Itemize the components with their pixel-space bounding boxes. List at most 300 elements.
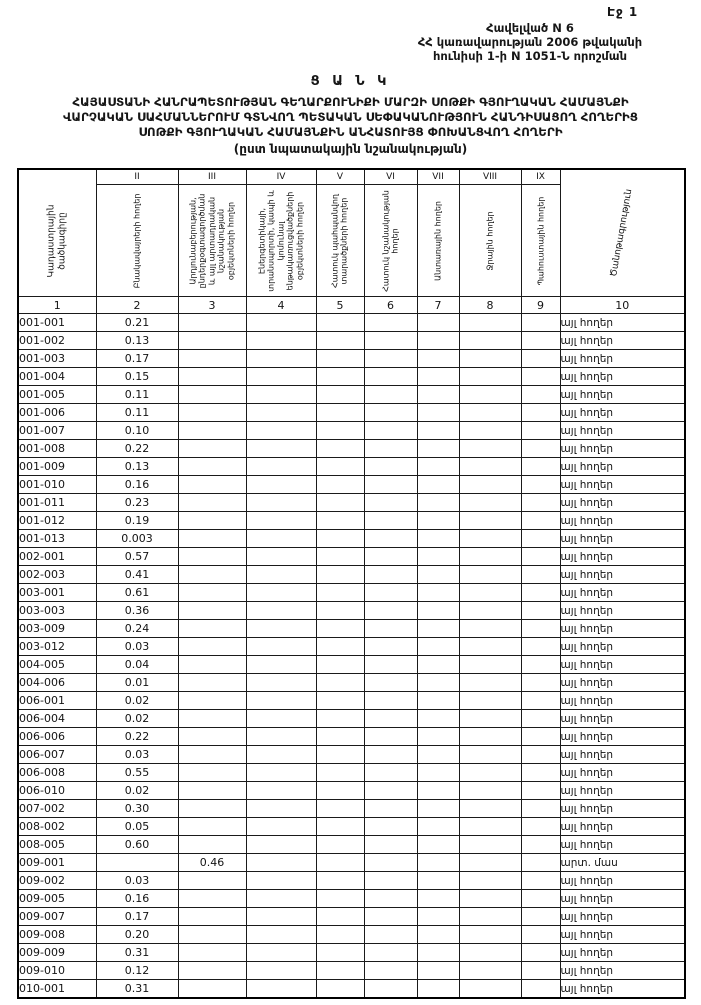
value-cell (246, 530, 316, 548)
code-cell: 009-009 (18, 944, 96, 962)
value-cell (521, 620, 560, 638)
value-cell (316, 314, 364, 332)
value-cell (364, 638, 417, 656)
value-cell (316, 854, 364, 872)
header-category-col6 (364, 185, 417, 297)
table-row (18, 782, 685, 800)
table-row (18, 332, 685, 350)
value-cell (178, 674, 246, 692)
value-cell (178, 800, 246, 818)
table-row (18, 620, 685, 638)
value-cell (316, 494, 364, 512)
value-cell: 0.31 (96, 944, 178, 962)
value-cell (521, 656, 560, 674)
value-cell (364, 656, 417, 674)
value-cell (364, 962, 417, 980)
value-cell: 0.04 (96, 656, 178, 674)
value-cell (246, 512, 316, 530)
value-cell (417, 368, 459, 386)
value-cell (178, 530, 246, 548)
value-cell (417, 962, 459, 980)
value-cell (246, 314, 316, 332)
note-cell: այլ հողեր (560, 764, 685, 782)
value-cell (178, 386, 246, 404)
code-cell: 008-005 (18, 836, 96, 854)
value-cell (316, 512, 364, 530)
value-cell (364, 620, 417, 638)
header-category-label: Պահուստային հողեր (535, 196, 545, 285)
value-cell (246, 710, 316, 728)
value-cell (459, 890, 521, 908)
value-cell (246, 332, 316, 350)
value-cell: 0.17 (96, 908, 178, 926)
header-numeral-VI: VI (364, 169, 417, 185)
value-cell (521, 746, 560, 764)
value-cell (417, 818, 459, 836)
value-cell (364, 476, 417, 494)
note-cell: արտ. մաս (560, 854, 685, 872)
table-row (18, 908, 685, 926)
table-row (18, 656, 685, 674)
code-cell: 006-004 (18, 710, 96, 728)
value-cell (178, 404, 246, 422)
value-cell (521, 458, 560, 476)
code-cell: 009-001 (18, 854, 96, 872)
value-cell (521, 962, 560, 980)
value-cell (417, 584, 459, 602)
header-category-col4 (246, 185, 316, 297)
title-subtitle: (ըստ նպատակային նշանակության) (233, 142, 468, 156)
table-row (18, 494, 685, 512)
code-cell: 009-005 (18, 890, 96, 908)
value-cell (246, 872, 316, 890)
value-cell (417, 530, 459, 548)
value-cell (178, 620, 246, 638)
value-cell (246, 674, 316, 692)
value-cell (521, 530, 560, 548)
column-number-9: 9 (521, 297, 560, 314)
header-category-col5 (316, 185, 364, 297)
value-cell (364, 836, 417, 854)
value-cell (417, 728, 459, 746)
note-cell: այլ հողեր (560, 566, 685, 584)
value-cell (364, 404, 417, 422)
header-row-numbers (18, 297, 685, 314)
value-cell (459, 368, 521, 386)
value-cell (417, 674, 459, 692)
table-row (18, 440, 685, 458)
table-row (18, 890, 685, 908)
value-cell (178, 332, 246, 350)
column-number-4: 4 (246, 297, 316, 314)
value-cell (316, 764, 364, 782)
value-cell (316, 638, 364, 656)
value-cell (417, 440, 459, 458)
value-cell (246, 584, 316, 602)
value-cell: 0.16 (96, 890, 178, 908)
header-numeral-VIII: VIII (459, 169, 521, 185)
value-cell (246, 944, 316, 962)
table-row (18, 710, 685, 728)
value-cell: 0.16 (96, 476, 178, 494)
value-cell (316, 476, 364, 494)
value-cell (417, 548, 459, 566)
appendix-block (370, 21, 690, 63)
table-row (18, 350, 685, 368)
value-cell (178, 962, 246, 980)
value-cell (316, 458, 364, 476)
note-cell: այլ հողեր (560, 602, 685, 620)
note-cell: այլ հողեր (560, 512, 685, 530)
value-cell: 0.21 (96, 314, 178, 332)
table-row (18, 674, 685, 692)
value-cell (178, 746, 246, 764)
header-numeral-II: II (96, 169, 178, 185)
code-cell: 001-001 (18, 314, 96, 332)
value-cell: 0.19 (96, 512, 178, 530)
value-cell (178, 638, 246, 656)
value-cell (316, 674, 364, 692)
value-cell (364, 440, 417, 458)
note-cell: այլ հողեր (560, 674, 685, 692)
value-cell: 0.13 (96, 458, 178, 476)
value-cell (246, 890, 316, 908)
value-cell (459, 386, 521, 404)
value-cell (316, 890, 364, 908)
note-cell: այլ հողեր (560, 548, 685, 566)
header-category-col3 (178, 185, 246, 297)
note-cell: այլ հողեր (560, 422, 685, 440)
code-cell: 006-001 (18, 692, 96, 710)
code-cell: 004-005 (18, 656, 96, 674)
code-cell: 002-003 (18, 566, 96, 584)
value-cell (521, 908, 560, 926)
header-numeral-IX: IX (521, 169, 560, 185)
code-cell: 003-003 (18, 602, 96, 620)
note-cell: այլ հողեր (560, 962, 685, 980)
appendix-line: հունիսի 1-ի N 1051-Ն որոշման (433, 49, 627, 63)
value-cell: 0.55 (96, 764, 178, 782)
header-category-label: Հատուկ նշանակության հողեր (381, 189, 400, 292)
table-row (18, 962, 685, 980)
code-cell: 001-006 (18, 404, 96, 422)
value-cell (316, 584, 364, 602)
table-row (18, 764, 685, 782)
value-cell (316, 872, 364, 890)
value-cell: 0.02 (96, 782, 178, 800)
value-cell (521, 332, 560, 350)
value-cell (364, 314, 417, 332)
value-cell (364, 566, 417, 584)
value-cell (521, 818, 560, 836)
value-cell (178, 314, 246, 332)
value-cell (364, 818, 417, 836)
value-cell (459, 836, 521, 854)
value-cell (521, 944, 560, 962)
table-row (18, 692, 685, 710)
value-cell: 0.12 (96, 962, 178, 980)
table-row (18, 584, 685, 602)
title-heading: Ց Ա Ն Կ (310, 74, 391, 89)
value-cell (178, 656, 246, 674)
value-cell (521, 980, 560, 999)
note-cell: այլ հողեր (560, 458, 685, 476)
value-cell (417, 890, 459, 908)
value-cell (459, 638, 521, 656)
value-cell (417, 620, 459, 638)
value-cell (178, 980, 246, 999)
value-cell (178, 890, 246, 908)
value-cell (459, 908, 521, 926)
value-cell (521, 710, 560, 728)
code-cell: 006-006 (18, 728, 96, 746)
note-cell: այլ հողեր (560, 332, 685, 350)
header-category-col8 (459, 185, 521, 297)
table-row (18, 944, 685, 962)
column-number-6: 6 (364, 297, 417, 314)
value-cell (246, 494, 316, 512)
value-cell (417, 746, 459, 764)
value-cell (459, 494, 521, 512)
header-category-col9 (521, 185, 560, 297)
value-cell (316, 350, 364, 368)
table-row (18, 602, 685, 620)
value-cell (178, 368, 246, 386)
value-cell (316, 800, 364, 818)
value-cell: 0.11 (96, 404, 178, 422)
table-head (18, 169, 685, 314)
value-cell (364, 854, 417, 872)
value-cell (364, 944, 417, 962)
column-number-3: 3 (178, 297, 246, 314)
note-cell: այլ հողեր (560, 692, 685, 710)
note-cell: այլ հողեր (560, 620, 685, 638)
table-row (18, 836, 685, 854)
table-row (18, 800, 685, 818)
code-cell: 009-008 (18, 926, 96, 944)
value-cell (246, 620, 316, 638)
value-cell (459, 710, 521, 728)
value-cell (246, 440, 316, 458)
value-cell (316, 692, 364, 710)
code-cell: 001-011 (18, 494, 96, 512)
code-cell: 006-008 (18, 764, 96, 782)
note-cell: այլ հողեր (560, 368, 685, 386)
page-number: Էջ 1 (607, 5, 639, 19)
value-cell (246, 692, 316, 710)
value-cell (417, 692, 459, 710)
value-cell (316, 710, 364, 728)
value-cell (459, 818, 521, 836)
value-cell: 0.36 (96, 602, 178, 620)
value-cell (417, 764, 459, 782)
value-cell (178, 728, 246, 746)
value-cell (417, 926, 459, 944)
value-cell (521, 926, 560, 944)
note-cell: այլ հողեր (560, 836, 685, 854)
header-category-col2 (96, 185, 178, 297)
value-cell: 0.03 (96, 746, 178, 764)
value-cell (459, 476, 521, 494)
value-cell: 0.05 (96, 818, 178, 836)
value-cell (316, 980, 364, 999)
value-cell (246, 476, 316, 494)
value-cell (521, 494, 560, 512)
code-cell: 003-009 (18, 620, 96, 638)
value-cell (178, 692, 246, 710)
code-cell: 001-004 (18, 368, 96, 386)
note-cell: այլ հողեր (560, 818, 685, 836)
value-cell (459, 404, 521, 422)
note-cell: այլ հողեր (560, 980, 685, 999)
table-row (18, 512, 685, 530)
value-cell (316, 404, 364, 422)
header-category-label: Արդյունաբերության, ընդերքօգտագործման և այլ արտադրական նշանակության օբյեկտների հողեր (188, 193, 236, 288)
value-cell (459, 656, 521, 674)
value-cell (521, 602, 560, 620)
value-cell (459, 782, 521, 800)
code-cell: 001-012 (18, 512, 96, 530)
table-row (18, 728, 685, 746)
land-table (17, 168, 686, 999)
note-cell: այլ հողեր (560, 530, 685, 548)
value-cell: 0.23 (96, 494, 178, 512)
value-cell: 0.02 (96, 710, 178, 728)
value-cell (459, 314, 521, 332)
value-cell (364, 692, 417, 710)
column-number-7: 7 (417, 297, 459, 314)
table-row (18, 368, 685, 386)
value-cell (364, 782, 417, 800)
table-row (18, 818, 685, 836)
value-cell (521, 566, 560, 584)
value-cell (178, 458, 246, 476)
value-cell: 0.20 (96, 926, 178, 944)
value-cell: 0.003 (96, 530, 178, 548)
value-cell (364, 584, 417, 602)
value-cell: 0.31 (96, 980, 178, 999)
value-cell (246, 422, 316, 440)
value-cell (364, 800, 417, 818)
value-cell (364, 368, 417, 386)
note-cell: այլ հողեր (560, 440, 685, 458)
column-number-1: 1 (18, 297, 96, 314)
value-cell (178, 926, 246, 944)
value-cell (246, 800, 316, 818)
value-cell (521, 512, 560, 530)
value-cell (521, 386, 560, 404)
value-cell (417, 638, 459, 656)
value-cell (521, 836, 560, 854)
value-cell (459, 926, 521, 944)
header-category-label: Էներգետիկայի, տրանսպորտի, կապի և կոմունալ ենթակառուցվածքների օբյեկտների հողեր (257, 189, 305, 292)
value-cell (316, 944, 364, 962)
note-cell: այլ հողեր (560, 944, 685, 962)
header-note-label: Ծանոթագրություն (609, 188, 635, 278)
value-cell (246, 602, 316, 620)
note-cell: այլ հողեր (560, 800, 685, 818)
value-cell (364, 422, 417, 440)
value-cell (178, 512, 246, 530)
value-cell (178, 764, 246, 782)
value-cell (246, 404, 316, 422)
code-cell: 009-010 (18, 962, 96, 980)
value-cell (459, 458, 521, 476)
value-cell (178, 548, 246, 566)
note-cell: այլ հողեր (560, 314, 685, 332)
value-cell (417, 332, 459, 350)
note-cell: այլ հողեր (560, 872, 685, 890)
value-cell (459, 350, 521, 368)
value-cell (364, 728, 417, 746)
note-cell: այլ հողեր (560, 476, 685, 494)
value-cell (316, 746, 364, 764)
value-cell (459, 674, 521, 692)
value-cell (417, 800, 459, 818)
value-cell (178, 944, 246, 962)
table-row (18, 980, 685, 999)
value-cell (246, 908, 316, 926)
code-cell: 001-013 (18, 530, 96, 548)
code-cell: 001-003 (18, 350, 96, 368)
value-cell (246, 746, 316, 764)
code-cell: 002-001 (18, 548, 96, 566)
value-cell (521, 728, 560, 746)
value-cell (364, 890, 417, 908)
value-cell: 0.61 (96, 584, 178, 602)
header-numeral-V: V (316, 169, 364, 185)
value-cell (417, 494, 459, 512)
value-cell (521, 854, 560, 872)
code-cell: 006-010 (18, 782, 96, 800)
value-cell (316, 656, 364, 674)
header-category-label: Ջրային հողեր (485, 210, 495, 271)
value-cell (459, 728, 521, 746)
value-cell (246, 566, 316, 584)
value-cell (316, 908, 364, 926)
value-cell (521, 314, 560, 332)
value-cell: 0.11 (96, 386, 178, 404)
table-row (18, 530, 685, 548)
value-cell: 0.03 (96, 872, 178, 890)
value-cell (417, 386, 459, 404)
value-cell (364, 386, 417, 404)
table-row (18, 638, 685, 656)
value-cell: 0.57 (96, 548, 178, 566)
value-cell (364, 332, 417, 350)
header-cadastral-code-label: Կադաստրային ծածկագիրը (46, 204, 68, 277)
value-cell (417, 710, 459, 728)
value-cell (178, 494, 246, 512)
value-cell (364, 674, 417, 692)
value-cell (316, 422, 364, 440)
value-cell (521, 782, 560, 800)
value-cell: 0.03 (96, 638, 178, 656)
value-cell (521, 764, 560, 782)
value-cell (417, 980, 459, 999)
value-cell (178, 584, 246, 602)
value-cell (96, 854, 178, 872)
value-cell (459, 692, 521, 710)
value-cell (459, 548, 521, 566)
header-numeral-VII: VII (417, 169, 459, 185)
value-cell (521, 638, 560, 656)
value-cell (417, 782, 459, 800)
value-cell (459, 512, 521, 530)
value-cell (364, 908, 417, 926)
value-cell: 0.15 (96, 368, 178, 386)
value-cell (178, 350, 246, 368)
